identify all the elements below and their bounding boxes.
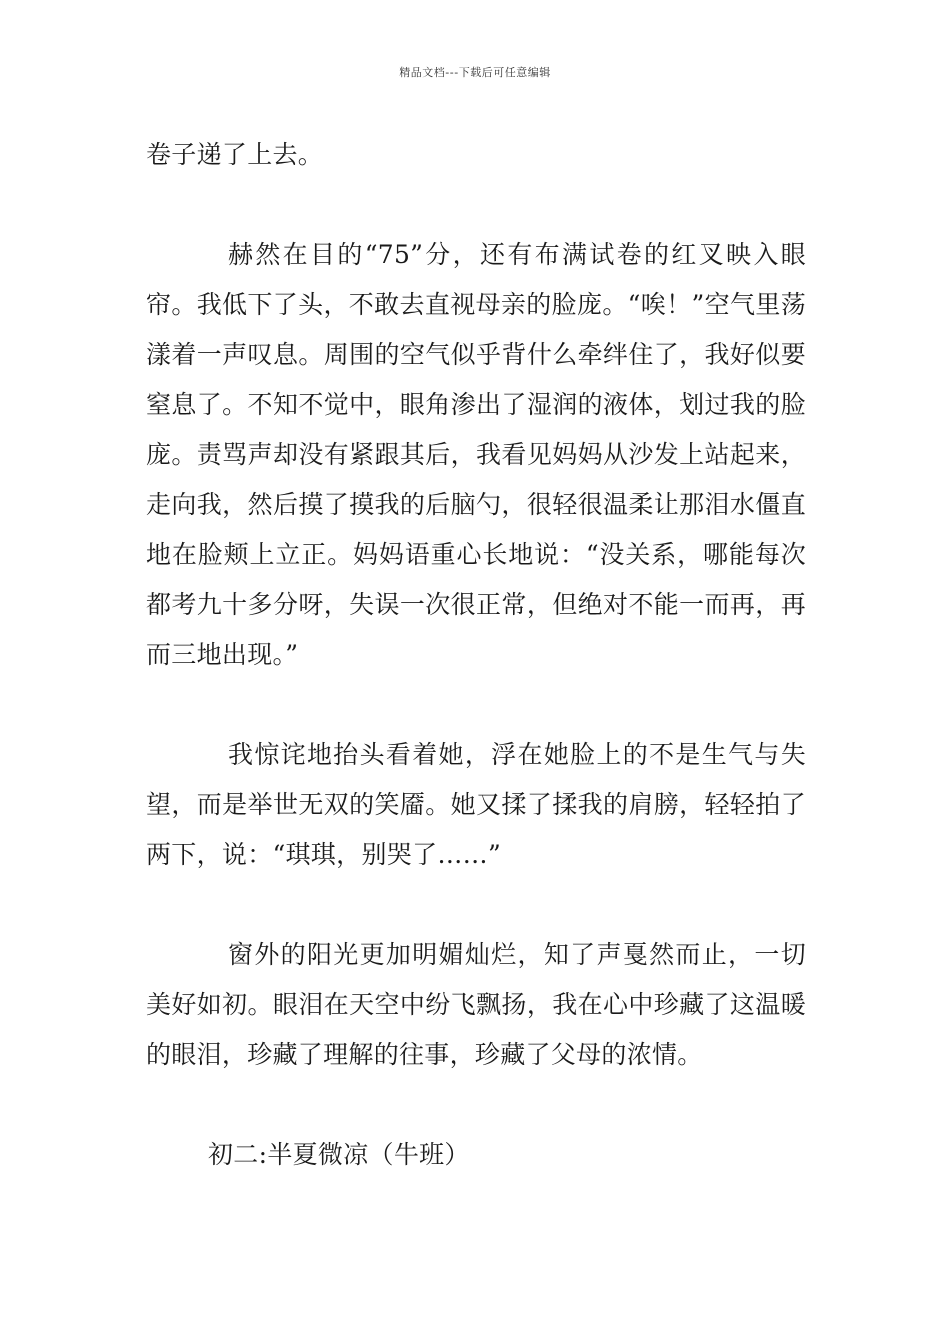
- page-header: 精品文档---下载后可任意编辑: [399, 66, 551, 79]
- paragraph-gap: [146, 1080, 806, 1130]
- paragraph-gap: [146, 680, 806, 730]
- paragraph-continuation: 卷子递了上去。: [146, 140, 324, 169]
- paragraph-gap: [146, 180, 806, 230]
- paragraph-score: 赫然在目的“75”分，还有布满试卷的红叉映入眼帘。我低下了头，不敢去直视母亲的脸庞。“唉！”空气里荡漾着一声叹息。周围的空气似乎背什么牵绊住了，我好似要窒息了。不知不觉中，眼角渗出了湿润的液体，划过我的脸庞。责骂声却没有紧跟其后，我看见妈妈从沙发上站起来，走向我，然后摸了摸我的后脑勺，很轻很温柔让那泪水僵直地在脸颊上立正。妈妈语重心长地说：“没关系，哪能每次都考九十多分呀，失误一次很正常，但绝对不能一而再，再而三地出现。”: [146, 240, 806, 669]
- section-subtitle: 初二:半夏微凉（牛班）: [208, 1140, 470, 1169]
- document-body: [146, 130, 806, 1180]
- paragraph-gap: [146, 880, 806, 930]
- paragraph-sunlight: 窗外的阳光更加明媚灿烂，知了声戛然而止，一切美好如初。眼泪在天空中纷飞飘扬，我在心中珍藏了这温暖的眼泪，珍藏了理解的往事，珍藏了父母的浓情。: [146, 940, 806, 1069]
- paragraph-smile: 我惊诧地抬头看着她，浮在她脸上的不是生气与失望，而是举世无双的笑靥。她又揉了揉我的肩膀，轻轻拍了两下，说：“琪琪，别哭了……”: [146, 740, 806, 869]
